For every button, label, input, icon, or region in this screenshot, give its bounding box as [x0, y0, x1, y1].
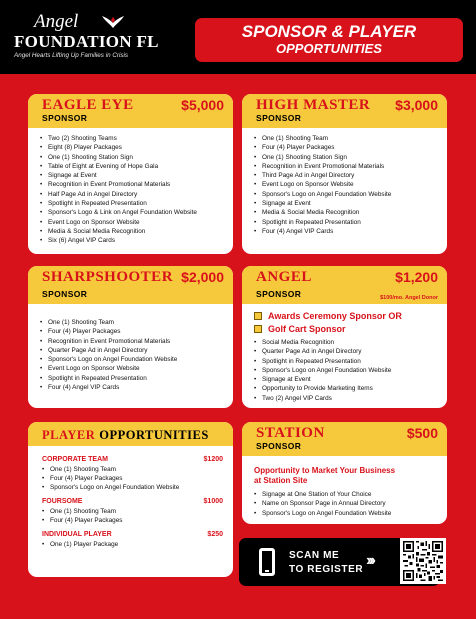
- checkbox-icon: [254, 312, 262, 320]
- package-list: [28, 540, 233, 549]
- list-item: • Media & Social Media Recognition: [254, 208, 447, 217]
- logo-angel-text: Angel: [34, 11, 79, 32]
- card-header: [28, 266, 233, 304]
- list-item: • Sponsor's Logo on Angel Foundation Website: [42, 483, 233, 492]
- header-bar: [0, 0, 476, 74]
- list-item: • Third Page Ad in Angel Directory: [254, 171, 447, 180]
- list-item: • Four (4) Player Packages: [42, 474, 233, 483]
- benefit-list: [242, 128, 447, 236]
- angel-card: [242, 266, 447, 408]
- qr-code-icon: [403, 541, 443, 581]
- individual-player-row: [42, 529, 223, 540]
- eagle-eye-card: [28, 94, 233, 254]
- list-item: • Recognition in Event Promotional Materials: [40, 337, 233, 346]
- card-subtitle: SPONSOR: [42, 113, 88, 123]
- package-price: $1000: [203, 498, 223, 505]
- list-item: • Six (6) Angel VIP Cards: [40, 236, 233, 245]
- card-price: $1,200: [395, 269, 438, 285]
- list-item: • Four (4) Angel VIP Cards: [254, 227, 447, 236]
- list-item: • Sponsor's Logo on Angel Foundation Website: [254, 509, 447, 518]
- package-name: INDIVIDUAL PLAYER: [42, 531, 112, 538]
- card-subtitle: SPONSOR: [256, 113, 302, 123]
- station-opportunity: Opportunity to Market Your Business at Station Site: [254, 466, 396, 485]
- chevrons-right-icon: ›››: [366, 552, 373, 569]
- list-item: • Four (4) Player Packages: [40, 327, 233, 336]
- list-item: • Name on Sponsor Page in Annual Directory: [254, 499, 447, 508]
- benefit-list: [242, 336, 447, 403]
- card-header: [242, 422, 447, 456]
- list-item: • Signage at Event: [254, 375, 447, 384]
- card-name: HIGH MASTER: [256, 97, 371, 113]
- list-item: • Recognition in Event Promotional Materials: [254, 162, 447, 171]
- package-price: $250: [207, 531, 223, 538]
- card-header: [242, 266, 447, 304]
- player-opportunities-card: [28, 422, 233, 577]
- list-item: • Two (2) Shooting Teams: [40, 134, 233, 143]
- card-price: $2,000: [181, 269, 224, 285]
- card-name: SHARPSHOOTER: [42, 269, 174, 285]
- list-item: • Quarter Page Ad in Angel Directory: [40, 346, 233, 355]
- list-item: • Four (4) Angel VIP Cards: [40, 383, 233, 392]
- golf-cart-text: Golf Cart Sponsor: [268, 324, 346, 334]
- list-item: • Sponsor's Logo on Angel Foundation Website: [254, 190, 447, 199]
- package-list: [28, 465, 233, 492]
- foursome-row: [42, 496, 223, 507]
- list-item: • Recognition in Event Promotional Materials: [40, 180, 233, 189]
- list-item: • Four (4) Player Packages: [42, 516, 233, 525]
- card-price: $3,000: [395, 97, 438, 113]
- benefit-list: [28, 304, 233, 392]
- package-name: FOURSOME: [42, 498, 83, 505]
- package-price: $1200: [203, 456, 223, 463]
- station-card: [242, 422, 447, 524]
- package-name: CORPORATE TEAM: [42, 456, 108, 463]
- list-item: • Table of Eight at Evening of Hope Gala: [40, 162, 233, 171]
- qr-code[interactable]: [400, 538, 446, 584]
- list-item: • Event Logo on Sponsor Website: [40, 364, 233, 373]
- benefit-list: [242, 486, 447, 518]
- logo-foundation-text: FOUNDATION FL: [14, 32, 159, 51]
- page-title: [195, 18, 463, 62]
- card-price: $5,000: [181, 97, 224, 113]
- list-item: • Half Page Ad in Angel Directory: [40, 190, 233, 199]
- list-item: • Spotlight in Repeated Presentation: [40, 374, 233, 383]
- sharpshooter-card: [28, 266, 233, 408]
- card-header: [28, 94, 233, 128]
- player-title: PLAYER OPPORTUNITIES: [42, 428, 209, 442]
- angel-donor-note: $100/mo. Angel Donor: [380, 295, 438, 301]
- corporate-team-row: [42, 454, 223, 465]
- list-item: • Media & Social Media Recognition: [40, 227, 233, 236]
- list-item: • Sponsor's Logo & Link on Angel Foundation Website: [40, 208, 233, 217]
- list-item: • Spotlight in Repeated Presentation: [40, 199, 233, 208]
- card-header: [28, 422, 233, 446]
- list-item: • One (1) Shooting Team: [42, 507, 233, 516]
- logo-tagline: Angel Hearts Lifting Up Families in Crisis: [14, 52, 129, 59]
- card-subtitle: SPONSOR: [256, 441, 302, 451]
- package-list: [28, 507, 233, 525]
- card-name: STATION: [256, 425, 325, 441]
- card-subtitle: SPONSOR: [42, 289, 88, 299]
- list-item: • Eight (8) Player Packages: [40, 143, 233, 152]
- card-name: ANGEL: [256, 269, 312, 285]
- list-item: • One (1) Shooting Station Sign: [40, 153, 233, 162]
- checkbox-icon: [254, 325, 262, 333]
- list-item: • Signage at One Station of Your Choice: [254, 490, 447, 499]
- card-subtitle: SPONSOR: [256, 289, 302, 299]
- list-item: • Two (2) Angel VIP Cards: [254, 394, 447, 403]
- list-item: • One (1) Player Package: [42, 540, 233, 549]
- list-item: • Sponsor's Logo on Angel Foundation Website: [254, 366, 447, 375]
- list-item: • One (1) Shooting Team: [254, 134, 447, 143]
- high-master-card: [242, 94, 447, 254]
- card-name: EAGLE EYE: [42, 97, 134, 113]
- golf-cart-option: [254, 323, 447, 336]
- list-item: • Event Logo on Sponsor Website: [254, 180, 447, 189]
- list-item: • Social Media Recognition: [254, 338, 447, 347]
- phone-icon: [259, 548, 275, 576]
- benefit-list: [28, 128, 233, 246]
- list-item: • Four (4) Player Packages: [254, 143, 447, 152]
- card-header: [242, 94, 447, 128]
- list-item: • Spotlight in Repeated Presentation: [254, 357, 447, 366]
- list-item: • Sponsor's Logo on Angel Foundation Website: [40, 355, 233, 364]
- card-price: $500: [406, 425, 438, 441]
- list-item: • Quarter Page Ad in Angel Directory: [254, 347, 447, 356]
- list-item: • One (1) Shooting Station Sign: [254, 153, 447, 162]
- list-item: • Signage at Event: [40, 171, 233, 180]
- list-item: • Opportunity to Provide Marketing Items: [254, 384, 447, 393]
- title-line-2: OPPORTUNITIES: [276, 41, 382, 56]
- wings-icon: [102, 14, 124, 30]
- awards-text: Awards Ceremony Sponsor OR: [268, 311, 402, 321]
- list-item: • Signage at Event: [254, 199, 447, 208]
- list-item: • Event Logo on Sponsor Website: [40, 218, 233, 227]
- awards-ceremony-option: [254, 310, 447, 323]
- list-item: • One (1) Shooting Team: [42, 465, 233, 474]
- title-line-1: SPONSOR & PLAYER: [241, 22, 417, 41]
- scan-text: SCAN ME TO REGISTER: [289, 550, 364, 575]
- list-item: • One (1) Shooting Team: [40, 318, 233, 327]
- list-item: • Spotlight in Repeated Presentation: [254, 218, 447, 227]
